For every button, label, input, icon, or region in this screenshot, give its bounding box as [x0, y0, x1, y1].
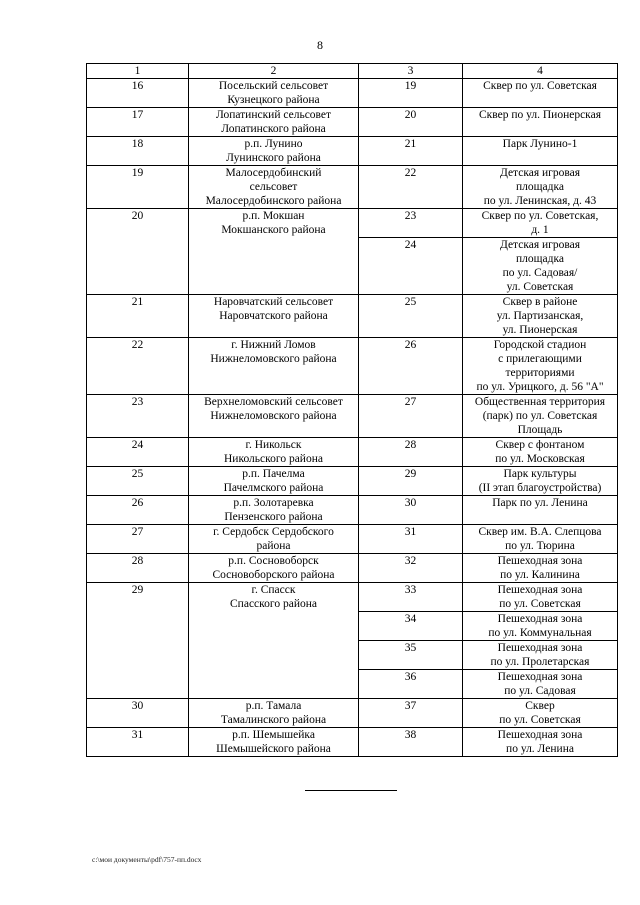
territory-name-cell	[463, 438, 618, 467]
table-row	[87, 728, 618, 757]
territory-name-cell	[463, 166, 618, 209]
cell-line: по ул. Тюрина	[505, 540, 575, 552]
settlement-cell	[189, 209, 359, 295]
territory-name-cell	[463, 699, 618, 728]
table-row	[87, 525, 618, 554]
cell-line: по ул. Московская	[495, 453, 585, 465]
cell-line: р.п. Тамала	[245, 700, 302, 712]
cell-line: площадка	[516, 181, 564, 193]
cell-line: сельсовет	[249, 181, 298, 193]
cell-line: Мокшанского района	[221, 224, 326, 236]
territory-name-cell	[463, 728, 618, 757]
cell-line: Сквер им. В.А. Слепцова	[478, 526, 602, 538]
table-row	[87, 467, 618, 496]
cell-line: Лунинского района	[226, 152, 321, 164]
cell-line: Детская игровая	[499, 167, 581, 179]
cell-line: с прилегающими	[498, 353, 582, 365]
cell-line: р.п. Шемышейка	[232, 729, 315, 741]
territory-name-cell	[463, 209, 618, 238]
row-number-cell: 16	[87, 79, 189, 108]
cell-line: Сосновоборского района	[212, 569, 335, 581]
table-body	[87, 64, 618, 757]
cell-line: Никольского района	[224, 453, 323, 465]
settlement-cell	[189, 108, 359, 137]
table-row	[87, 554, 618, 583]
row-number-cell: 21	[87, 295, 189, 338]
cell-line: Пешеходная зона	[497, 584, 583, 596]
territory-name-cell	[463, 137, 618, 166]
cell-line: Пешеходная зона	[497, 729, 583, 741]
cell-line: Пешеходная зона	[497, 555, 583, 567]
cell-line: по ул. Калинина	[500, 569, 580, 581]
table-row	[87, 108, 618, 137]
territory-name-cell	[463, 467, 618, 496]
territory-name-cell	[463, 583, 618, 612]
settlement-cell	[189, 554, 359, 583]
header-cell-3: 3	[359, 64, 463, 79]
cell-line: Малосердобинский	[225, 167, 322, 179]
table-row	[87, 395, 618, 438]
cell-line: Наровчатского района	[219, 310, 328, 322]
cell-line: по ул. Советская	[499, 598, 581, 610]
cell-line: р.п. Золотаревка	[233, 497, 314, 509]
territory-number-cell: 25	[359, 295, 463, 338]
cell-line: Пешеходная зона	[497, 642, 583, 654]
territory-number-cell: 38	[359, 728, 463, 757]
territory-name-cell	[463, 338, 618, 395]
cell-line: г. Сердобск Сердобского	[213, 526, 334, 538]
territory-name-cell	[463, 395, 618, 438]
territory-number-cell: 37	[359, 699, 463, 728]
table-row	[87, 79, 618, 108]
row-number-cell: 17	[87, 108, 189, 137]
cell-line: Пешеходная зона	[497, 671, 583, 683]
header-cell-4: 4	[463, 64, 618, 79]
row-number-cell: 23	[87, 395, 189, 438]
row-number-cell: 22	[87, 338, 189, 395]
territory-number-cell: 28	[359, 438, 463, 467]
row-number-cell: 29	[87, 583, 189, 699]
row-number-cell: 19	[87, 166, 189, 209]
territory-number-cell: 32	[359, 554, 463, 583]
territory-number-cell: 36	[359, 670, 463, 699]
row-number-cell: 28	[87, 554, 189, 583]
cell-line: Парк по ул. Ленина	[492, 497, 588, 509]
territory-number-cell: 26	[359, 338, 463, 395]
row-number-cell: 18	[87, 137, 189, 166]
settlement-cell	[189, 338, 359, 395]
cell-line: (парк) по ул. Советская	[482, 410, 598, 422]
cell-line: площадка	[516, 253, 564, 265]
cell-line: (II этап благоустройства)	[478, 482, 602, 494]
cell-line: Лопатинского района	[221, 123, 326, 135]
territory-name-cell	[463, 612, 618, 641]
cell-line: Кузнецкого района	[227, 94, 320, 106]
cell-line: Наровчатский сельсовет	[213, 296, 334, 308]
cell-line: р.п. Сосновоборск	[228, 555, 319, 567]
territory-name-cell	[463, 295, 618, 338]
cell-line: ул. Партизанская,	[496, 310, 584, 322]
territory-name-cell	[463, 525, 618, 554]
cell-line: Сквер в районе	[502, 296, 578, 308]
settlement-cell	[189, 79, 359, 108]
cell-line: г. Спасск	[251, 584, 296, 596]
cell-line: по ул. Советская	[499, 714, 581, 726]
row-number-cell: 30	[87, 699, 189, 728]
cell-line: Нижнеломовского района	[210, 353, 337, 365]
cell-line: Пензенского района	[224, 511, 323, 523]
cell-line: Нижнеломовского района	[210, 410, 337, 422]
cell-line: Сквер	[525, 700, 555, 712]
cell-line: по ул. Урицкого, д. 56 "А"	[476, 381, 604, 393]
cell-line: д. 1	[531, 224, 549, 236]
cell-line: Верхнеломовский сельсовет	[204, 396, 343, 408]
territory-number-cell: 34	[359, 612, 463, 641]
cell-line: Детская игровая	[499, 239, 581, 251]
cell-line: по ул. Садовая/	[502, 267, 578, 279]
table-row	[87, 295, 618, 338]
cell-line: Спасского района	[230, 598, 317, 610]
table-row	[87, 496, 618, 525]
territory-name-cell	[463, 641, 618, 670]
cell-line: Тамалинского района	[220, 714, 327, 726]
cell-line: по ул. Пролетарская	[490, 656, 590, 668]
cell-line: Малосердобинского района	[205, 195, 342, 207]
file-path-footer: c:\мои документы\pdf\757-пп.docx	[92, 855, 202, 864]
cell-line: Парк культуры	[503, 468, 577, 480]
territory-name-cell	[463, 108, 618, 137]
row-number-cell: 31	[87, 728, 189, 757]
row-number-cell: 24	[87, 438, 189, 467]
cell-line: по ул. Ленина	[506, 743, 574, 755]
table-header-row	[87, 64, 618, 79]
settlement-cell	[189, 467, 359, 496]
territory-name-cell	[463, 670, 618, 699]
cell-line: Площадь	[517, 424, 563, 436]
cell-line: Посельский сельсовет	[218, 80, 329, 92]
cell-line: по ул. Ленинская, д. 43	[483, 195, 597, 207]
settlement-cell	[189, 295, 359, 338]
table-row	[87, 137, 618, 166]
cell-line: Шемышейского района	[216, 743, 331, 755]
row-number-cell: 20	[87, 209, 189, 295]
header-cell-1: 1	[87, 64, 189, 79]
cell-line: г. Никольск	[245, 439, 302, 451]
cell-line: Пешеходная зона	[497, 613, 583, 625]
cell-line: Сквер с фонтаном	[495, 439, 585, 451]
territory-number-cell: 23	[359, 209, 463, 238]
settlement-cell	[189, 395, 359, 438]
cell-line: Парк Лунино-1	[502, 138, 578, 150]
cell-line: Сквер по ул. Советская,	[481, 210, 599, 222]
territory-number-cell: 30	[359, 496, 463, 525]
page-number: 8	[317, 38, 323, 52]
territory-number-cell: 19	[359, 79, 463, 108]
cell-line: р.п. Мокшан	[242, 210, 305, 222]
settlement-cell	[189, 438, 359, 467]
row-number-cell: 25	[87, 467, 189, 496]
settlement-cell	[189, 699, 359, 728]
territory-number-cell: 21	[359, 137, 463, 166]
signature-rule	[305, 790, 397, 791]
territory-number-cell: 31	[359, 525, 463, 554]
territory-number-cell: 24	[359, 238, 463, 295]
cell-line: Сквер по ул. Пионерская	[479, 109, 601, 121]
cell-line: р.п. Пачелма	[242, 468, 305, 480]
table-row	[87, 209, 618, 238]
territory-number-cell: 29	[359, 467, 463, 496]
header-cell-2: 2	[189, 64, 359, 79]
cell-line: Лопатинский сельсовет	[215, 109, 332, 121]
cell-line: р.п. Лунино	[244, 138, 303, 150]
territory-number-cell: 20	[359, 108, 463, 137]
cell-line: Пачелмского района	[223, 482, 324, 494]
table-row	[87, 438, 618, 467]
cell-line: г. Нижний Ломов	[231, 339, 316, 351]
cell-line: Сквер по ул. Советская	[483, 80, 597, 92]
cell-line: по ул. Коммунальная	[488, 627, 592, 639]
cell-line: ул. Пионерская	[502, 324, 578, 336]
cell-line: района	[256, 540, 291, 552]
cell-line: по ул. Садовая	[504, 685, 576, 697]
settlement-cell	[189, 525, 359, 554]
row-number-cell: 26	[87, 496, 189, 525]
territory-number-cell: 35	[359, 641, 463, 670]
settlement-cell	[189, 137, 359, 166]
table-row	[87, 338, 618, 395]
cell-line: Общественная территория	[474, 396, 606, 408]
territory-number-cell: 27	[359, 395, 463, 438]
settlement-cell	[189, 728, 359, 757]
settlement-cell	[189, 166, 359, 209]
row-number-cell: 27	[87, 525, 189, 554]
table-row	[87, 166, 618, 209]
territories-table	[86, 63, 618, 757]
territory-name-cell	[463, 554, 618, 583]
territory-name-cell	[463, 496, 618, 525]
territory-number-cell: 33	[359, 583, 463, 612]
table-row	[87, 699, 618, 728]
settlement-cell	[189, 583, 359, 699]
territory-name-cell	[463, 79, 618, 108]
territory-name-cell	[463, 238, 618, 295]
cell-line: ул. Советская	[506, 281, 574, 293]
settlement-cell	[189, 496, 359, 525]
cell-line: Городской стадион	[493, 339, 587, 351]
table-row	[87, 583, 618, 612]
territory-number-cell: 22	[359, 166, 463, 209]
cell-line: территориями	[505, 367, 575, 379]
